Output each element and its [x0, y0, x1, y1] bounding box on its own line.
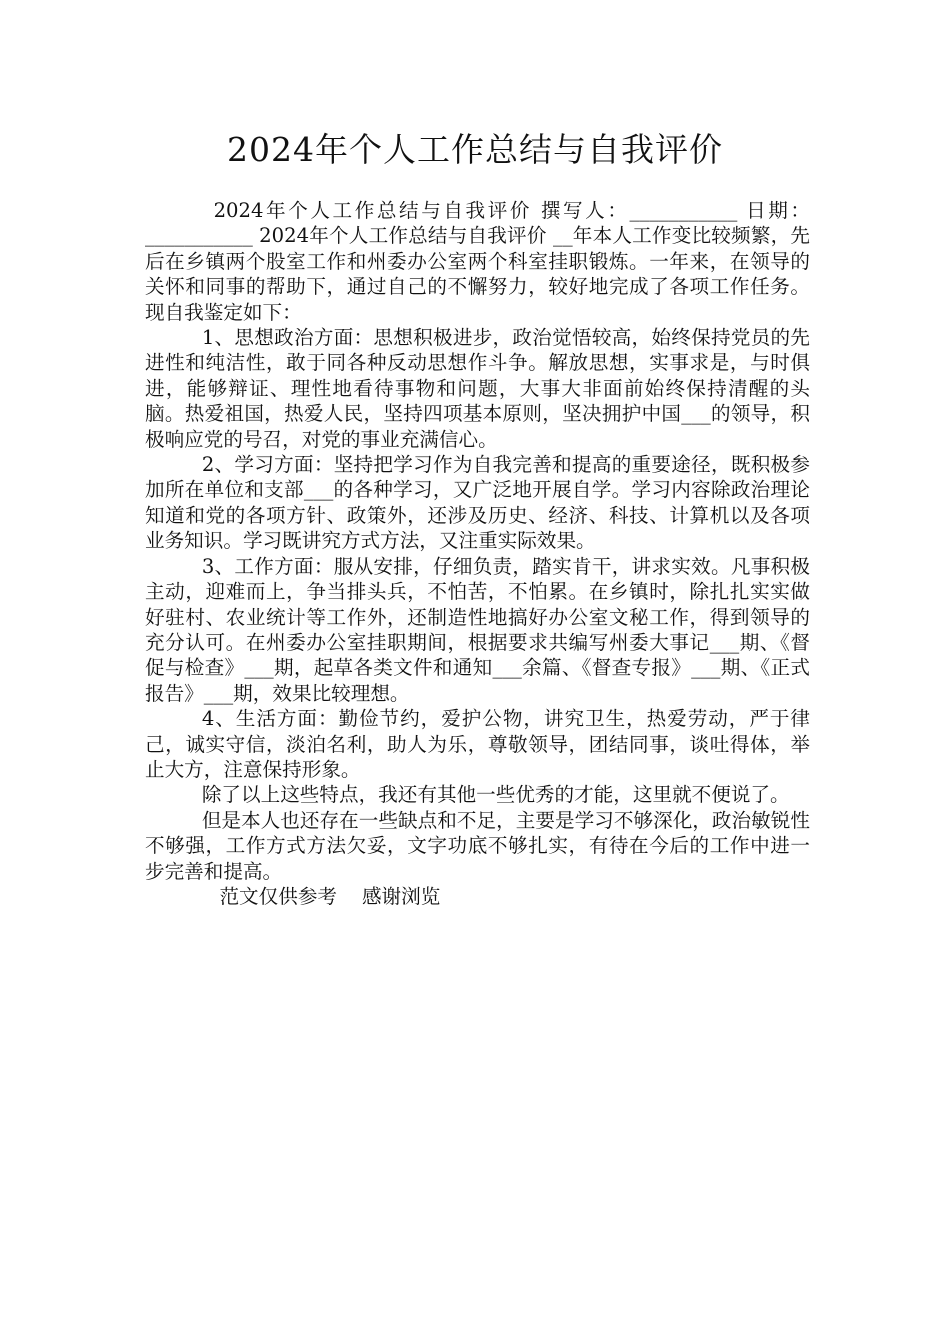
- document-body: [145, 198, 810, 909]
- section-other-talents: 除了以上这些特点，我还有其他一些优秀的才能，这里就不便说了。: [201, 783, 790, 807]
- intro-paragraph: 2024年个人工作总结与自我评价 撰写人：___________ 日期：___________ 2024年个人工作总结与自我评价 __年本人工作变比较频繁，先后在乡镇两个股室工作和州委办公室两个科室挂职锻炼。一年来，在领导的关怀和同事的帮助下，通过自己的不懈努力，较好地完成了各项工作任务。现自我鉴定如下：: [145, 199, 810, 324]
- section-study: 2、学习方面：坚持把学习作为自我完善和提高的重要途径，既积极参加所在单位和支部___的各种学习，又广泛地开展自学。学习内容除政治理论知道和党的各项方针、政策外，还涉及历史、经济、科技、计算机以及各项业务知识。学习既讲究方式方法，又注重实际效果。: [145, 453, 810, 553]
- section-politics: 1、思想政治方面：思想积极进步，政治觉悟较高，始终保持党员的先进性和纯洁性，敢于同各种反动思想作斗争。解放思想，实事求是，与时俱进，能够辩证、理性地看待事物和问题，大事大非面前始终保持清醒的头脑。热爱祖国，热爱人民，坚持四项基本原则，坚决拥护中国___的领导，积极响应党的号召，对党的事业充满信心。: [145, 326, 810, 451]
- section-life: 4、生活方面：勤俭节约，爱护公物，讲究卫生，热爱劳动，严于律己，诚实守信，淡泊名利，助人为乐，尊敬领导，团结同事，谈吐得体，举止大方，注意保持形象。: [145, 707, 810, 781]
- section-shortcomings: 但是本人也还存在一些缺点和不足，主要是学习不够深化，政治敏锐性不够强，工作方式方法欠妥，文字功底不够扎实，有待在今后的工作中进一步完善和提高。: [145, 808, 810, 883]
- document-title: 2024年个人工作总结与自我评价: [227, 130, 723, 169]
- footer-note: 范文仅供参考 感谢浏览: [219, 884, 441, 908]
- section-work: 3、工作方面：服从安排，仔细负责，踏实肯干，讲求实效。凡事积极主动，迎难而上，争当排头兵，不怕苦，不怕累。在乡镇时，除扎扎实实做好驻村、农业统计等工作外，还制造性地搞好办公室文秘工作，得到领导的充分认可。在州委办公室挂职期间，根据要求共编写州委大事记___期、《督促与检查》___期，起草各类文件和通知___余篇、《督查专报》___期、《正式报告》___期，效果比较理想。: [145, 554, 810, 705]
